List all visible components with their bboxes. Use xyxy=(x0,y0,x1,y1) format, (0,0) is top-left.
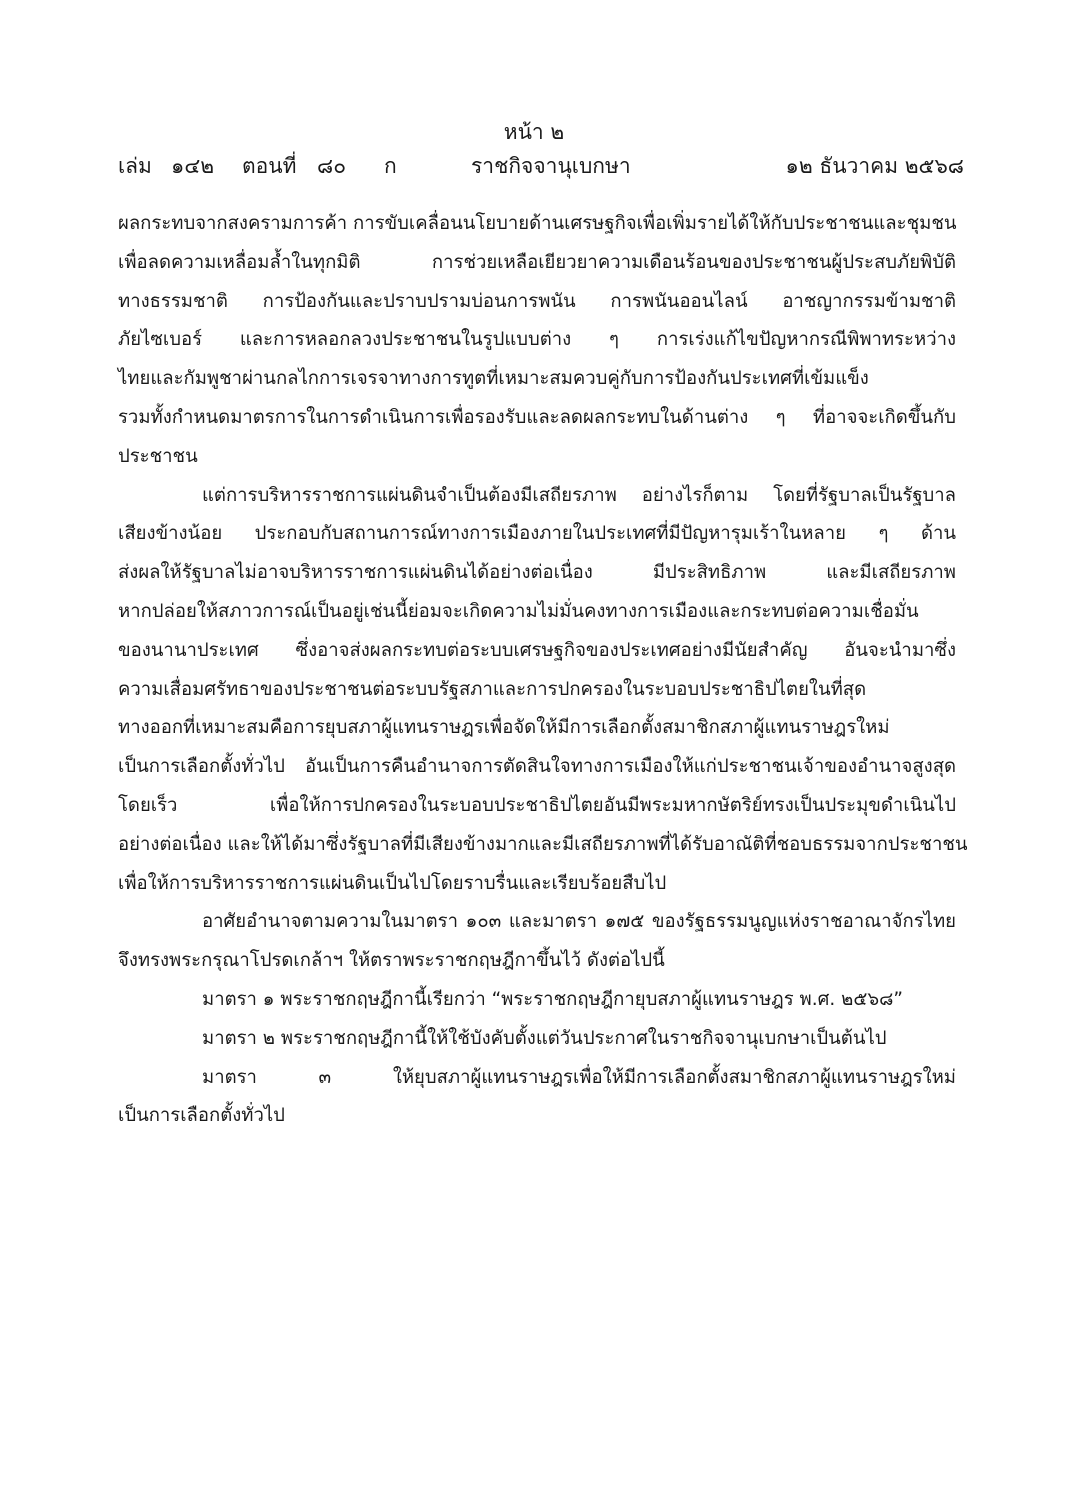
text-line: เป็นการเลือกตั้งทั่วไป xyxy=(118,1105,285,1127)
paragraph xyxy=(118,477,968,904)
volume-label: เล่ม xyxy=(118,154,152,178)
text-line: เพื่อให้การบริหารราชการแผ่นดินเป็นไปโดยราบรื่นและเรียบร้อยสืบไป xyxy=(118,872,667,894)
section-letter: ก xyxy=(384,154,397,178)
text-line: หากปล่อยให้สภาวการณ์เป็นอยู่เช่นนี้ย่อมจะเกิดความไม่มั่นคงทางการเมืองและกระทบต่อความเชื่อมั่น xyxy=(118,600,919,622)
text-line: ทางออกที่เหมาะสมคือการยุบสภาผู้แทนราษฎรเพื่อจัดให้มีการเลือกตั้งสมาชิกสภาผู้แทนราษฎรใหม่ xyxy=(118,717,890,739)
paragraph xyxy=(118,1059,956,1137)
gazette-header xyxy=(118,150,964,180)
paragraph xyxy=(118,205,956,477)
text-line: เพื่อลดความเหลื่อมล้ำในทุกมิติ การช่วยเหลือเยียวยาความเดือนร้อนของประชาชนผู้ประสบภัยพิบัติ xyxy=(118,251,956,273)
volume-number: ๑๔๒ xyxy=(171,154,215,178)
issue-number: ๘๐ xyxy=(317,154,347,178)
text-line: รวมทั้งกำหนดมาตรการในการดำเนินการเพื่อรองรับและลดผลกระทบในด้านต่าง ๆ ที่อาจจะเกิดขึ้นกับ xyxy=(118,406,956,428)
text-line: แต่การบริหารราชการแผ่นดินจำเป็นต้องมีเสถียรภาพ อย่างไรก็ตาม โดยที่รัฐบาลเป็นรัฐบาล xyxy=(202,484,956,506)
text-line: ผลกระทบจากสงครามการค้า การขับเคลื่อนนโยบายด้านเศรษฐกิจเพื่อเพิ่มรายได้ให้กับประชาชนและชุมชน xyxy=(118,213,957,234)
publication-date: ๑๒ ธันวาคม ๒๕๖๘ xyxy=(785,154,964,178)
text-line: เสียงข้างน้อย ประกอบกับสถานการณ์ทางการเมืองภายในประเทศที่มีปัญหารุมเร้าในหลาย ๆ ด้าน xyxy=(118,523,956,545)
text-line: มาตรา ๒ พระราชกฤษฎีกานี้ให้ใช้บังคับตั้งแต่วันประกาศในราชกิจจานุเบกษาเป็นต้นไป xyxy=(202,1027,887,1049)
text-line: โดยเร็ว เพื่อให้การปกครองในระบอบประชาธิปไตยอันมีพระมหากษัตริย์ทรงเป็นประมุขดำเนินไป xyxy=(118,794,956,816)
text-line: เป็นการเลือกตั้งทั่วไป อันเป็นการคืนอำนาจการตัดสินใจทางการเมืองให้แก่ประชาชนเจ้าของอำนาจสูงสุด xyxy=(118,756,956,778)
text-line: อย่างต่อเนื่อง และให้ได้มาซึ่งรัฐบาลที่มีเสียงข้างมากและมีเสถียรภาพที่ได้รับอาณัติที่ชอบธรรมจากประชาชน xyxy=(118,833,968,855)
text-line: ส่งผลให้รัฐบาลไม่อาจบริหารราชการแผ่นดินได้อย่างต่อเนื่อง มีประสิทธิภาพ และมีเสถียรภาพ xyxy=(118,562,956,584)
gazette-name: ราชกิจจานุเบกษา xyxy=(471,154,631,178)
text-line: มาตรา ๓ ให้ยุบสภาผู้แทนราษฎรเพื่อให้มีการเลือกตั้งสมาชิกสภาผู้แทนราษฎรใหม่ xyxy=(202,1066,956,1088)
text-line: อาศัยอำนาจตามความในมาตรา ๑๐๓ และมาตรา ๑๗๕ ของรัฐธรรมนูญแห่งราชอาณาจักรไทย xyxy=(202,911,956,933)
text-line: ประชาชน xyxy=(118,445,198,467)
paragraph xyxy=(118,903,956,981)
text-line: จึงทรงพระกรุณาโปรดเกล้าฯ ให้ตราพระราชกฤษฎีกาขึ้นไว้ ดังต่อไปนี้ xyxy=(118,950,665,972)
text-line: ทางธรรมชาติ การป้องกันและปราบปรามบ่อนการพนัน การพนันออนไลน์ อาชญากรรมข้ามชาติ xyxy=(118,290,956,312)
text-line: ความเสื่อมศรัทธาของประชาชนต่อระบบรัฐสภาและการปกครองในระบอบประชาธิปไตยในที่สุด xyxy=(118,678,867,700)
paragraph xyxy=(118,981,956,1020)
paragraph xyxy=(118,1020,956,1059)
text-line: ภัยไซเบอร์ และการหลอกลวงประชาชนในรูปแบบต่าง ๆ การเร่งแก้ไขปัญหากรณีพิพาทระหว่าง xyxy=(118,329,956,351)
page-number: หน้า ๒ xyxy=(503,120,565,144)
document-body xyxy=(118,205,968,1136)
text-line: มาตรา ๑ พระราชกฤษฎีกานี้เรียกว่า “พระราชกฤษฎีกายุบสภาผู้แทนราษฎร พ.ศ. ๒๕๖๘” xyxy=(202,988,903,1010)
text-line: ไทยและกัมพูชาผ่านกลไกการเจรจาทางการทูตที่เหมาะสมควบคู่กับการป้องกันประเทศที่เข้มแข็ง xyxy=(118,368,869,390)
text-line: ของนานาประเทศ ซึ่งอาจส่งผลกระทบต่อระบบเศรษฐกิจของประเทศอย่างมีนัยสำคัญ อันจะนำมาซึ่ง xyxy=(118,639,956,661)
issue-label: ตอนที่ xyxy=(242,154,297,178)
